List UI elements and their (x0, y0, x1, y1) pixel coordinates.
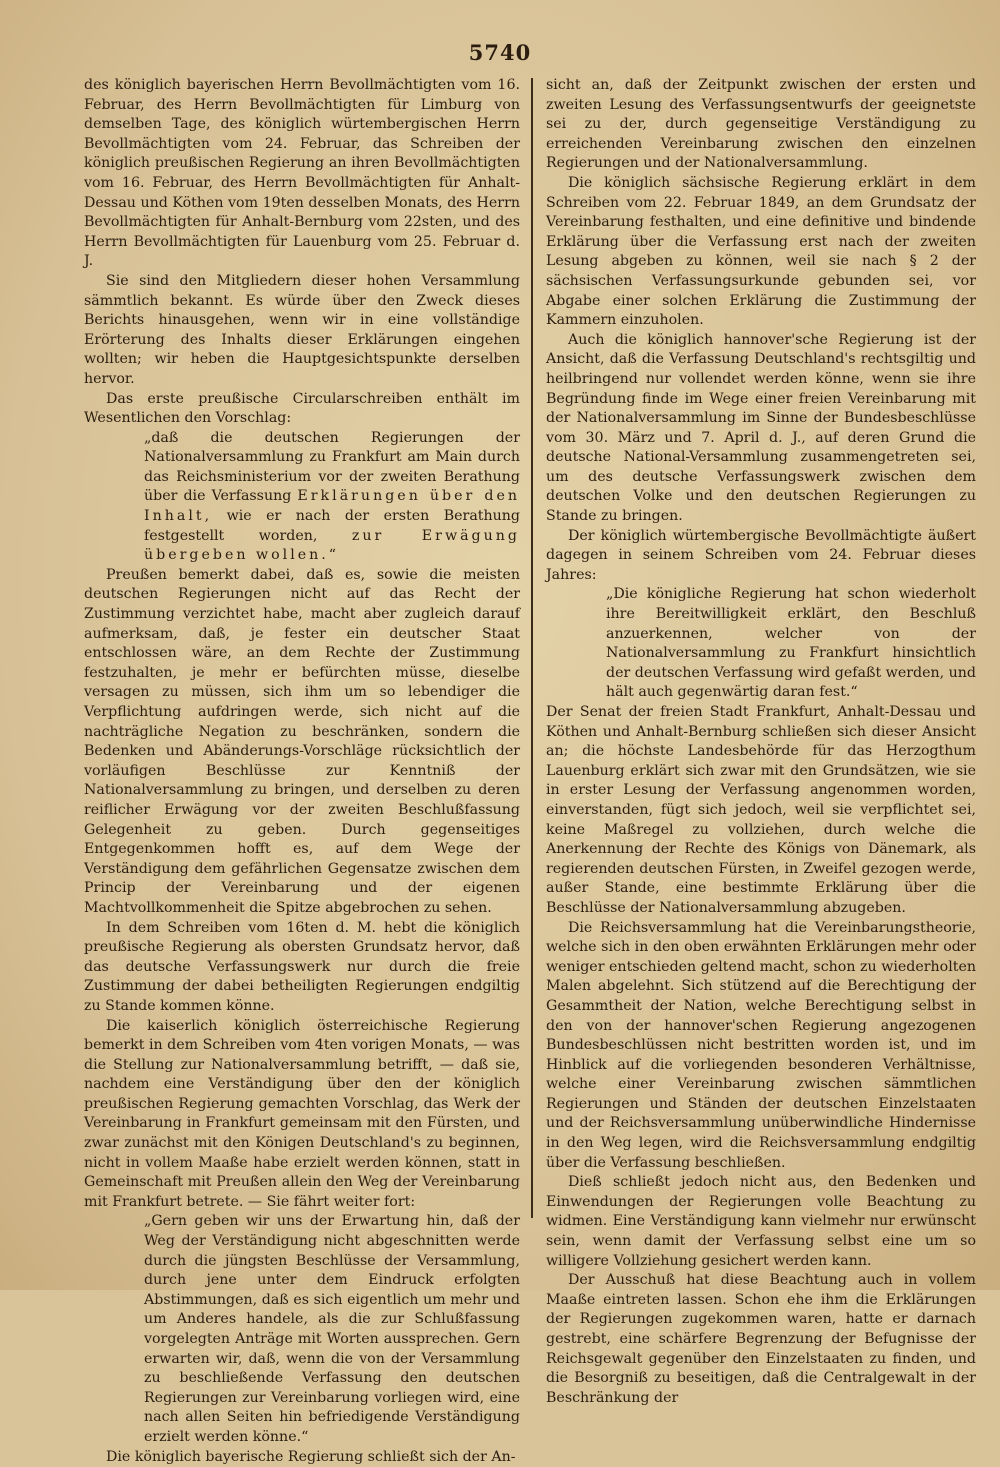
quote-emphasis: zur Erwägung übergeben wollen.“ (144, 527, 520, 564)
paragraph: Die königlich sächsische Regierung erklärt in dem Schreiben vom 22. Februar 1849, an dem Grundsatz der Vereinbarung festhalten, und eine definitive und bindende Erklärung über die Verfassung erst nach der zweiten Lesung abgeben zu können, weil sie nach § 2 der sächsischen Verfassungsurkunde gebunden sei, vor Abgabe einer solchen Erklärung die Zustimmung der Kammern einzuholen. (546, 174, 976, 329)
paragraph: Die königlich bayerische Regierung schließt sich der An- (106, 1448, 516, 1465)
paragraph: sicht an, daß der Zeitpunkt zwischen der ersten und zweiten Lesung des Verfassungsentwurfs der geeignetste sei zu der, durch gegenseitige Verständigung zu erreichenden Vereinbarung zwischen den einzelnen Regierungen und der Nationalversammlung. (546, 77, 976, 172)
quote-text: „daß die deutschen Regierungen der Nationalversammlung zu Frankfurt am Main durch das Reichsministerium vor der zweiten Berathung über die Verfassung (144, 429, 520, 505)
paragraph: Der Senat der freien Stadt Frankfurt, Anhalt-Dessau und Köthen und Anhalt-Bernburg schließen sich dieser Ansicht an; die höchste Landesbehörde für das Herzogthum Lauenburg erklärt sich zwar mit den Grundsätzen, wie sie in erster Lesung der Verfassung angenommen worden, einverstanden, fügt sich jedoch, weil sie verpflichtet sei, keine Maßregel zu vollziehen, durch welche die Anerkennung der Rechte des Königs von Dänemark, als regierenden deutschen Fürsten, in Zweifel gezogen werde, außer Stande, eine bestimmte Erklärung über die Beschlüsse der Nationalversammlung abzugeben. (546, 704, 976, 916)
quotation: „Gern geben wir uns der Erwartung hin, daß der Weg der Verständigung nicht abgeschnitten werde durch die jüngsten Beschlüsse der Versammlung, durch jene unter dem Eindruck erfolgten Abstimmungen, daß es sich eigentlich um mehr und um Anderes handele, als die zur Schlußfassung vorgelegten Anträge mit Worten aussprechen. Gern erwarten wir, daß, wenn die von der Versammlung zu beschließende Verfassung den deutschen Regierungen zur Vereinbarung vorliegen wird, eine nach allen Seiten hin befriedigende Verständigung erzielt werden könne.“ (144, 1213, 520, 1445)
quote-emphasis: Erklärungen über den Inhalt, (144, 488, 521, 525)
quotation (84, 429, 520, 566)
paragraph: Die Reichsversammlung hat die Vereinbarungstheorie, welche sich in den oben erwähnten Erklärungen mehr oder weniger entschieden geltend macht, schon zu wiederholten Malen abgelehnt. Sich stützend auf die Berechtigung der Gesammtheit der Nation, welche Berechtigung selbst in den von der hannover'schen Regierung angezogenen Bundesbeschlüssen nicht bestritten worden ist, und im Hinblick auf die vorliegenden besonderen Verhältnisse, welche einer Vereinbarung zwischen sämmtlichen Regierungen und Ständen der deutschen Einzelstaaten und der Reichsversammlung unüberwindliche Hindernisse in den Weg legen, wird die Reichsversammlung endgiltig über die Verfassung beschließen. (546, 919, 976, 1171)
right-column (546, 76, 976, 1408)
paragraph: Das erste preußische Circularschreiben enthält im Wesentlichen den Vorschlag: (84, 390, 520, 427)
page-number: 5740 (468, 40, 532, 65)
paragraph: Preußen bemerkt dabei, daß es, sowie die meisten deutschen Regierungen nicht auf das Recht der Zustimmung verzichtet habe, macht aber zugleich darauf aufmerksam, daß, je fester ein deutscher Staat entschlossen wäre, an dem Rechte der Zustimmung festzuhalten, je mehr er befürchten müsse, dieselbe versagen zu müssen, sich ihm um so lebendiger die Verpflichtung aufdringen werde, sich nicht auf die nachträgliche Negation zu beschränken, sondern die Bedenken und Abänderungs-Vorschläge rücksichtlich der vorläufigen Beschlüsse zur Kenntniß der Nationalversammlung zu bringen, und derselben zu deren reiflicher Erwägung vor der zweiten Beschlußfassung Gelegenheit zu geben. Durch gegenseitiges Entgegenkommen hofft es, auf dem Wege der Verständigung dem gefährlichen Gegensatze zwischen dem Princip der Vereinbarung und der eigenen Machtvollkommenheit die Spitze abgebrochen zu sehen. (84, 566, 520, 916)
paragraph: Der königlich würtembergische Bevollmächtigte äußert dagegen in seinem Schreiben vom 24. Februar dieses Jahres: (546, 527, 976, 583)
paragraph: des königlich bayerischen Herrn Bevollmächtigten vom 16. Februar, des Herrn Bevollmächtigten für Limburg von demselben Tage, des königlich würtembergischen Herrn Bevollmächtigten vom 24. Februar, das Schreiben der königlich preußischen Regierung an ihren Bevollmächtigten vom 16. Februar, des Herrn Bevollmächtigten für Anhalt-Dessau und Köthen vom 19ten desselben Monats, des Herrn Bevollmächtigten für Anhalt-Bernburg vom 22sten, und des Herrn Bevollmächtigten für Lauenburg vom 25. Februar d. J. (84, 77, 520, 270)
paragraph: Sie sind den Mitgliedern dieser hohen Versammlung sämmtlich bekannt. Es würde über den Zweck dieses Berichts hinausgehen, wenn wir in eine vollständige Erörterung des Inhalts dieser Erklärungen eingehen wollten; wir heben die Hauptgesichtspunkte derselben hervor. (84, 272, 520, 387)
paragraph: Die kaiserlich königlich österreichische Regierung bemerkt in dem Schreiben vom 4ten vorigen Monats, — was die Stellung zur Nationalversammlung betrifft, — daß sie, nachdem eine Verständigung über den der königlich preußischen Regierung gemachten Vorschlag, das Werk der Vereinbarung in Frankfurt gemeinsam mit den Fürsten, und zwar zunächst mit den Königen Deutschland's zu beginnen, nicht in vollem Maaße habe erzielt werden können, statt in Gemeinschaft mit Preußen allein den Weg der Vereinbarung mit Frankfurt betrete. — Sie fährt weiter fort: (84, 1017, 520, 1210)
quotation: „Die königliche Regierung hat schon wiederholt ihre Bereitwilligkeit erklärt, den Beschluß anzuerkennen, welcher von der Nationalversammlung zu Frankfurt hinsichtlich der deutschen Verfassung wird gefaßt werden, und hält auch gegenwärtig daran fest.“ (606, 586, 976, 701)
left-column (84, 76, 520, 1467)
quote-text: wie er nach der ersten Berathung festgestellt worden, (144, 508, 520, 544)
paragraph: Der Ausschuß hat diese Beachtung auch in vollem Maaße eintreten lassen. Schon ehe ihm die Erklärungen der Regierungen zugekommen waren, hatte er darnach gestrebt, eine schärfere Begrenzung der Befugnisse der Reichsgewalt gegenüber den Einzelstaaten zu finden, und die Besorgniß zu beseitigen, daß die Centralgewalt in der Beschränkung der (546, 1272, 976, 1406)
column-divider (531, 78, 533, 1218)
paragraph: In dem Schreiben vom 16ten d. M. hebt die königlich preußische Regierung als obersten Grundsatz hervor, daß das deutsche Verfassungswerk nur durch die freie Zustimmung der dabei betheiligten Regierungen endgiltig zu Stande kommen könne. (84, 919, 520, 1014)
paragraph: Dieß schließt jedoch nicht aus, den Bedenken und Einwendungen der Regierungen volle Beachtung zu widmen. Eine Verständigung kann vielmehr nur erwünscht sein, wenn damit der Verfassung selbst eine um so willigere Vollziehung gesichert werden kann. (546, 1174, 976, 1269)
paragraph: Auch die königlich hannover'sche Regierung ist der Ansicht, daß die Verfassung Deutschland's rechtsgiltig und heilbringend nur vollendet werden könne, wenn sie ihre Begründung finde im Wege einer freien Vereinbarung mit der Nationalversammlung im Sinne der Bundesbeschlüsse vom 30. März und 7. April d. J., auf deren Grund die deutsche National-Versammlung zusammengetreten sei, um des deutsche Verfassungswerk zwischen dem deutschen Volke und den deutschen Regierungen zu Stande zu bringen. (546, 331, 976, 525)
